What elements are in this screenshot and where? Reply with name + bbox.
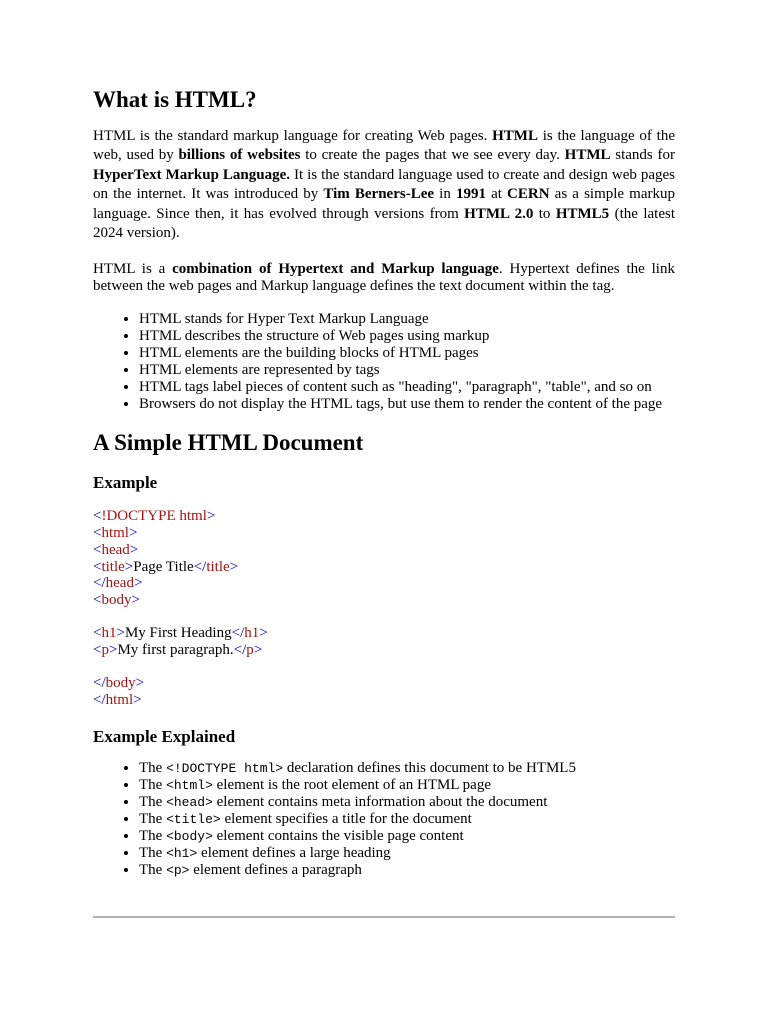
code-bracket: > bbox=[259, 625, 268, 642]
list-item bbox=[139, 777, 675, 794]
code-tag: h1 bbox=[244, 625, 260, 642]
bold-run: HTML bbox=[492, 128, 538, 144]
code-bracket: </ bbox=[93, 675, 106, 692]
horizontal-divider bbox=[93, 916, 675, 918]
text-run: element contains the visible page content bbox=[212, 827, 464, 844]
code-line-p bbox=[93, 642, 675, 659]
list-item bbox=[139, 845, 675, 862]
example-heading: Example bbox=[93, 473, 158, 493]
code-tag: head bbox=[101, 541, 130, 558]
code-bracket: </ bbox=[93, 692, 106, 709]
text-run: to bbox=[533, 205, 556, 222]
text-run: element contains meta information about the document bbox=[212, 793, 548, 810]
code-bracket: > bbox=[131, 591, 140, 608]
code-tag: body bbox=[105, 675, 136, 692]
list-item: • HTML tags label pieces of content such as "heading", "paragraph", "table", and so on bbox=[139, 379, 675, 396]
combination-paragraph bbox=[93, 261, 675, 294]
code-tag: !DOCTYPE html bbox=[101, 508, 207, 525]
code-bracket: > bbox=[135, 675, 145, 692]
code-bracket: > bbox=[133, 692, 142, 709]
text-run: declaration defines this document to be HTML5 bbox=[283, 759, 576, 776]
bold-run: billions of websites bbox=[178, 147, 301, 164]
bold-run: CERN bbox=[507, 186, 550, 203]
code-bracket: < bbox=[93, 541, 102, 558]
text-run: The bbox=[139, 776, 167, 793]
bold-run: HyperText Markup Language. bbox=[93, 166, 290, 183]
inline-code: <head> bbox=[166, 794, 213, 810]
list-item bbox=[139, 828, 675, 845]
text-run: element defines a large heading bbox=[197, 844, 391, 861]
text-run: The bbox=[139, 759, 167, 776]
code-line-blank bbox=[93, 609, 675, 626]
code-line-head-close bbox=[93, 575, 675, 592]
inline-code: <html> bbox=[166, 777, 213, 793]
code-line-title bbox=[93, 559, 675, 576]
text-run: at bbox=[485, 186, 508, 203]
code-line-body-close bbox=[93, 675, 675, 692]
explained-list bbox=[93, 760, 675, 879]
inline-code: <!DOCTYPE html> bbox=[166, 760, 284, 776]
code-bracket: </ bbox=[93, 575, 106, 592]
code-bracket: </ bbox=[193, 558, 207, 575]
code-tag: title bbox=[206, 558, 230, 575]
text-run: to create the pages that we see every day. bbox=[300, 147, 565, 164]
section-title-what-is-html: What is HTML? bbox=[93, 87, 257, 112]
code-bracket: > bbox=[133, 575, 143, 592]
code-line-doctype bbox=[93, 508, 675, 525]
text-run: The bbox=[139, 861, 167, 878]
text-run: The bbox=[139, 827, 167, 844]
section-title-simple-document: A Simple HTML Document bbox=[93, 430, 364, 456]
code-bracket: > bbox=[206, 508, 216, 525]
code-tag: html bbox=[101, 525, 129, 542]
bold-run: combination of Hypertext and Markup language bbox=[172, 261, 499, 278]
text-run: HTML is a bbox=[93, 261, 173, 278]
list-item bbox=[139, 862, 675, 879]
code-bracket: > bbox=[116, 625, 125, 642]
code-bracket: > bbox=[129, 541, 139, 558]
code-line-body-open bbox=[93, 592, 675, 609]
text-run: The bbox=[139, 810, 167, 827]
list-item: • HTML elements are represented by tags bbox=[139, 362, 675, 379]
example-explained-heading: Example Explained bbox=[93, 726, 236, 746]
code-tag: p bbox=[246, 642, 254, 659]
code-tag: body bbox=[101, 591, 132, 608]
list-item: • HTML stands for Hyper Text Markup Language bbox=[139, 311, 675, 328]
code-bracket: </ bbox=[233, 642, 247, 659]
code-tag: title bbox=[101, 558, 125, 575]
code-line-head-open bbox=[93, 542, 675, 559]
code-bracket: < bbox=[93, 625, 102, 642]
text-run: It is the standard language used to create and design web pages on the internet. It was introduced by bbox=[93, 166, 676, 203]
html-facts-list bbox=[93, 311, 675, 413]
code-tag: p bbox=[101, 642, 109, 659]
list-item bbox=[139, 760, 675, 777]
text-run: HTML is the standard markup language for creating Web pages. bbox=[93, 128, 493, 144]
code-bracket: < bbox=[93, 525, 102, 542]
intro-paragraph bbox=[93, 127, 675, 243]
bold-run: Tim Berners-Lee bbox=[323, 186, 435, 203]
code-line-html-close bbox=[93, 692, 675, 709]
code-bracket: < bbox=[93, 642, 102, 659]
inline-code: <p> bbox=[166, 862, 190, 878]
list-item bbox=[139, 794, 675, 811]
text-run: stands for bbox=[610, 147, 675, 164]
text-run: as a simple markup language. Since then, it has evolved through versions from bbox=[93, 186, 676, 222]
code-tag: h1 bbox=[101, 625, 117, 642]
text-run: is the language of the web, used by bbox=[93, 128, 675, 164]
code-bracket: < bbox=[93, 558, 102, 575]
document-content bbox=[93, 86, 675, 879]
code-text: Page Title bbox=[133, 558, 194, 575]
code-bracket: < bbox=[93, 508, 102, 525]
text-run: in bbox=[434, 186, 456, 203]
bold-run: HTML 2.0 bbox=[464, 205, 534, 222]
list-item: • HTML describes the structure of Web pages using markup bbox=[139, 328, 675, 345]
bold-run: HTML5 bbox=[555, 205, 610, 222]
bold-run: HTML bbox=[564, 147, 611, 164]
text-run: (the latest 2024 version). bbox=[93, 205, 675, 242]
list-item: • Browsers do not display the HTML tags, but use them to render the content of the page bbox=[139, 396, 675, 413]
code-bracket: > bbox=[253, 642, 263, 659]
text-run: element specifies a title for the document bbox=[220, 810, 472, 827]
code-bracket: > bbox=[128, 525, 138, 542]
inline-code: <body> bbox=[166, 828, 213, 844]
code-line-html-open bbox=[93, 525, 675, 542]
text-run: element defines a paragraph bbox=[189, 861, 362, 878]
code-text: My First Heading bbox=[124, 625, 232, 642]
inline-code: <title> bbox=[166, 811, 221, 827]
inline-code: <h1> bbox=[166, 845, 198, 861]
code-line-h1 bbox=[93, 625, 675, 642]
code-bracket: > bbox=[124, 558, 134, 575]
list-item: • HTML elements are the building blocks of HTML pages bbox=[139, 345, 675, 362]
code-bracket: </ bbox=[231, 625, 245, 642]
text-run: . Hypertext defines the link between the web pages and Markup language defines the text document within the tag. bbox=[93, 261, 675, 294]
code-bracket: < bbox=[93, 591, 102, 608]
code-text: My first paragraph. bbox=[117, 642, 234, 659]
code-bracket: > bbox=[108, 642, 118, 659]
list-item bbox=[139, 811, 675, 828]
bold-run: 1991 bbox=[455, 186, 486, 203]
text-run: The bbox=[139, 793, 167, 810]
code-line-blank bbox=[93, 659, 675, 676]
code-example bbox=[93, 508, 675, 708]
text-run: element is the root element of an HTML page bbox=[212, 776, 491, 793]
code-bracket: > bbox=[229, 558, 239, 575]
code-tag: html bbox=[105, 692, 134, 709]
code-tag: head bbox=[105, 575, 134, 592]
text-run: The bbox=[139, 844, 167, 861]
